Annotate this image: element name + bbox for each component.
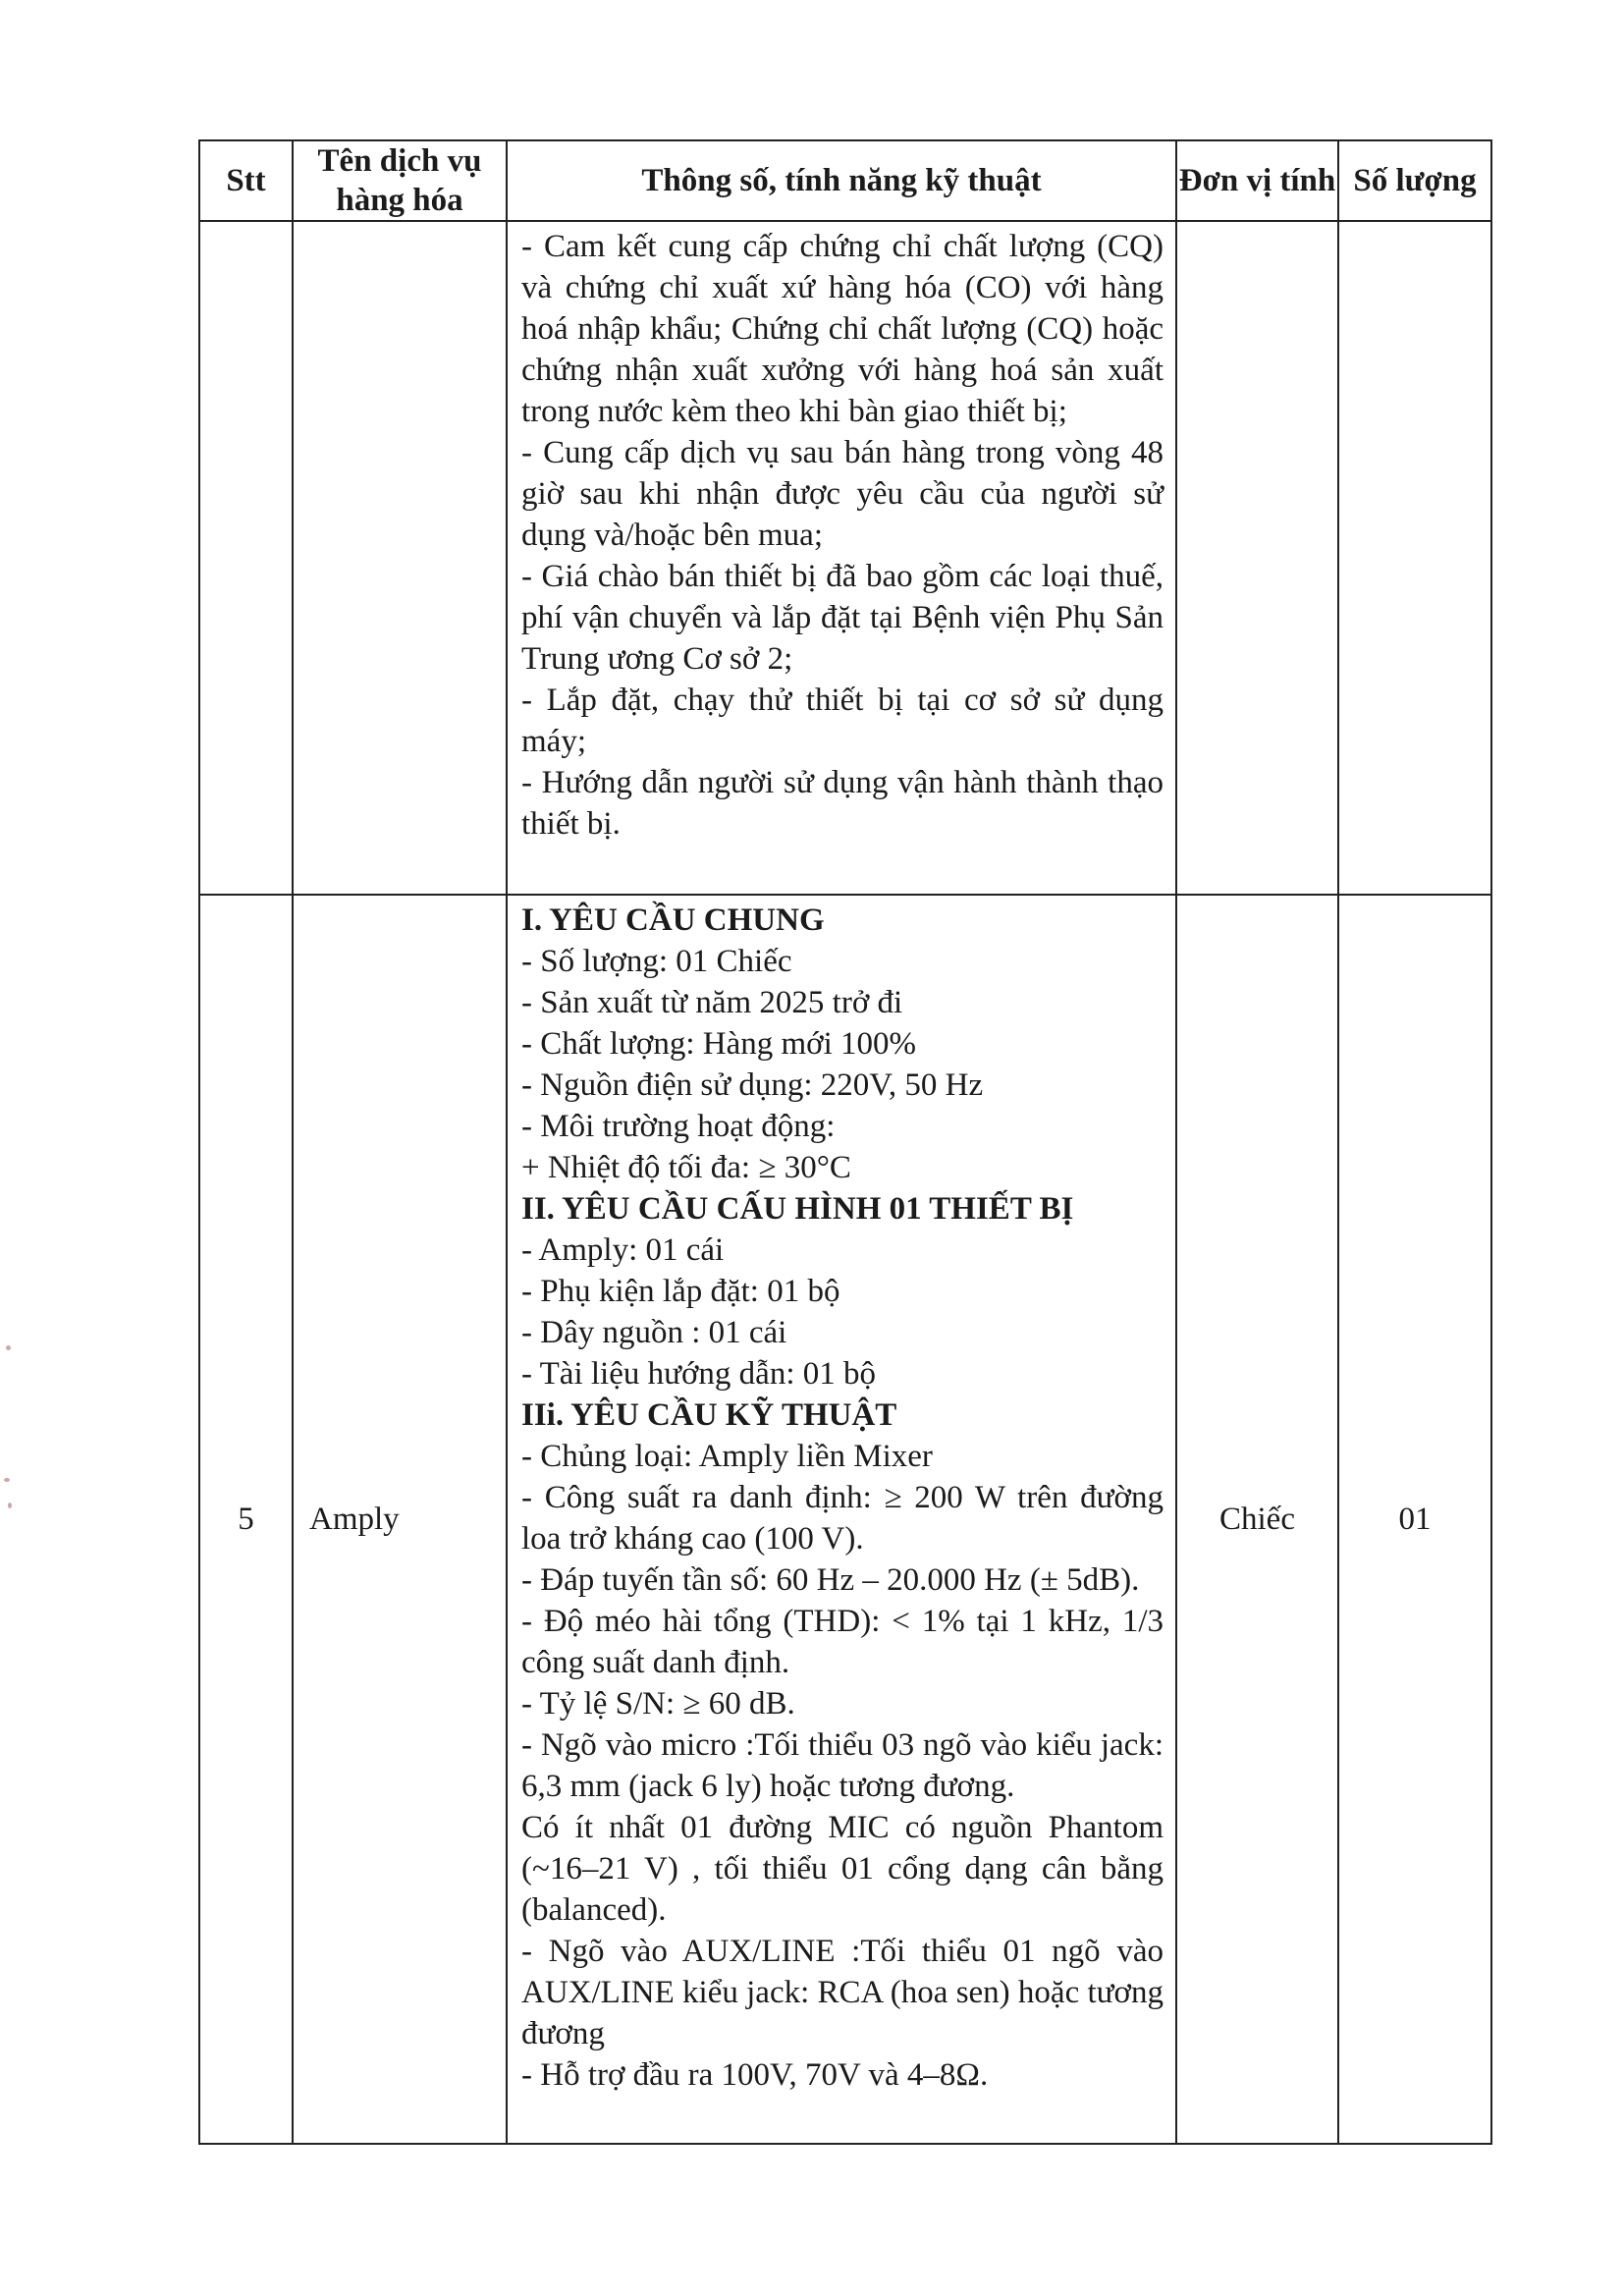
scan-speck [4,1478,10,1482]
spec-line: - Nguồn điện sử dụng: 220V, 50 Hz [521,1067,984,1103]
section-heading: II. YÊU CẦU CẤU HÌNH 01 THIẾT BỊ [521,1191,1074,1227]
spec-line: - Tỷ lệ S/N: ≥ 60 dB. [521,1686,795,1722]
spec-line: - Giá chào bán thiết bị đã bao gồm các loại thuế, phí vận chuyển và lắp đặt tại Bệnh viện Phụ Sản Trung ương Cơ sở 2; [521,559,1164,677]
cell-stt [199,221,293,895]
spec-line: - Chủng loại: Amply liền Mixer [521,1439,933,1474]
spec-line: - Hỗ trợ đầu ra 100V, 70V và 4–8Ω. [521,2057,989,2093]
spec-line: - Cung cấp dịch vụ sau bán hàng trong vòng 48 giờ sau khi nhận được yêu cầu của người sử dụng và/hoặc bên mua; [521,435,1164,553]
spec-line: - Dây nguồn : 01 cái [521,1315,787,1350]
cell-qty [1338,221,1491,895]
spec-line: - Sản xuất từ năm 2025 trở đi [521,985,903,1020]
table-header [199,140,1491,221]
spec-line: Có ít nhất 01 đường MIC có nguồn Phantom (~16–21 V) , tối thiểu 01 cổng dạng cân bằng (balanced). [521,1810,1164,1928]
spec-line: - Ngõ vào micro :Tối thiểu 03 ngõ vào kiểu jack: 6,3 mm (jack 6 ly) hoặc tương đương. [521,1727,1164,1804]
spec-line: - Độ méo hài tổng (THD): < 1% tại 1 kHz, 1/3 công suất danh định. [521,1604,1164,1680]
cell-name [293,221,507,895]
spec-line: - Môi trường hoạt động: [521,1109,836,1144]
spec-table [198,139,1492,2145]
scan-speck [6,1345,11,1350]
spec-line: - Hướng dẫn người sử dụng vận hành thành thạo thiết bị. [521,765,1164,842]
spec-line: - Lắp đặt, chạy thử thiết bị tại cơ sở sử dụng máy; [521,683,1164,759]
cell-specs [507,221,1176,895]
spec-line: - Cam kết cung cấp chứng chỉ chất lượng (CQ) và chứng chỉ xuất xứ hàng hóa (CO) với hàng hoá nhập khẩu; Chứng chỉ chất lượng (CQ) hoặc chứng nhận xuất xưởng với hàng hoá sản xuất trong nước kèm theo khi bàn giao thiết bị; [521,229,1164,429]
cell-stt: 5 [199,895,293,2144]
section-heading: I. YÊU CẦU CHUNG [521,902,825,938]
spec-line: - Công suất ra danh định: ≥ 200 W trên đường loa trở kháng cao (100 V). [521,1480,1164,1557]
header-unit: Đơn vị tính [1176,140,1338,221]
table-row [199,221,1491,895]
cell-qty: 01 [1338,895,1491,2144]
spec-line: - Tài liệu hướng dẫn: 01 bộ [521,1356,877,1392]
cell-specs [507,895,1176,2144]
scan-speck [8,1503,12,1508]
spec-line: - Chất lượng: Hàng mới 100% [521,1026,916,1062]
spec-line: - Phụ kiện lắp đặt: 01 bộ [521,1274,840,1309]
cell-unit [1176,221,1338,895]
header-name: Tên dịch vụ hàng hóa [293,140,507,221]
header-stt: Stt [199,140,293,221]
cell-unit: Chiếc [1176,895,1338,2144]
header-specs: Thông số, tính năng kỹ thuật [507,140,1176,221]
header-qty: Số lượng [1338,140,1491,221]
spec-line: - Số lượng: 01 Chiếc [521,944,792,979]
section-heading: IIi. YÊU CẦU KỸ THUẬT [521,1397,897,1433]
cell-name: Amply [293,895,507,2144]
spec-line: - Amply: 01 cái [521,1232,725,1268]
spec-line: + Nhiệt độ tối đa: ≥ 30°C [521,1150,851,1185]
spec-line: - Đáp tuyến tần số: 60 Hz – 20.000 Hz (± 5dB). [521,1562,1140,1598]
table-row [199,895,1491,2144]
spec-line: - Ngõ vào AUX/LINE :Tối thiểu 01 ngõ vào AUX/LINE kiểu jack: RCA (hoa sen) hoặc tương đương [521,1934,1164,2051]
